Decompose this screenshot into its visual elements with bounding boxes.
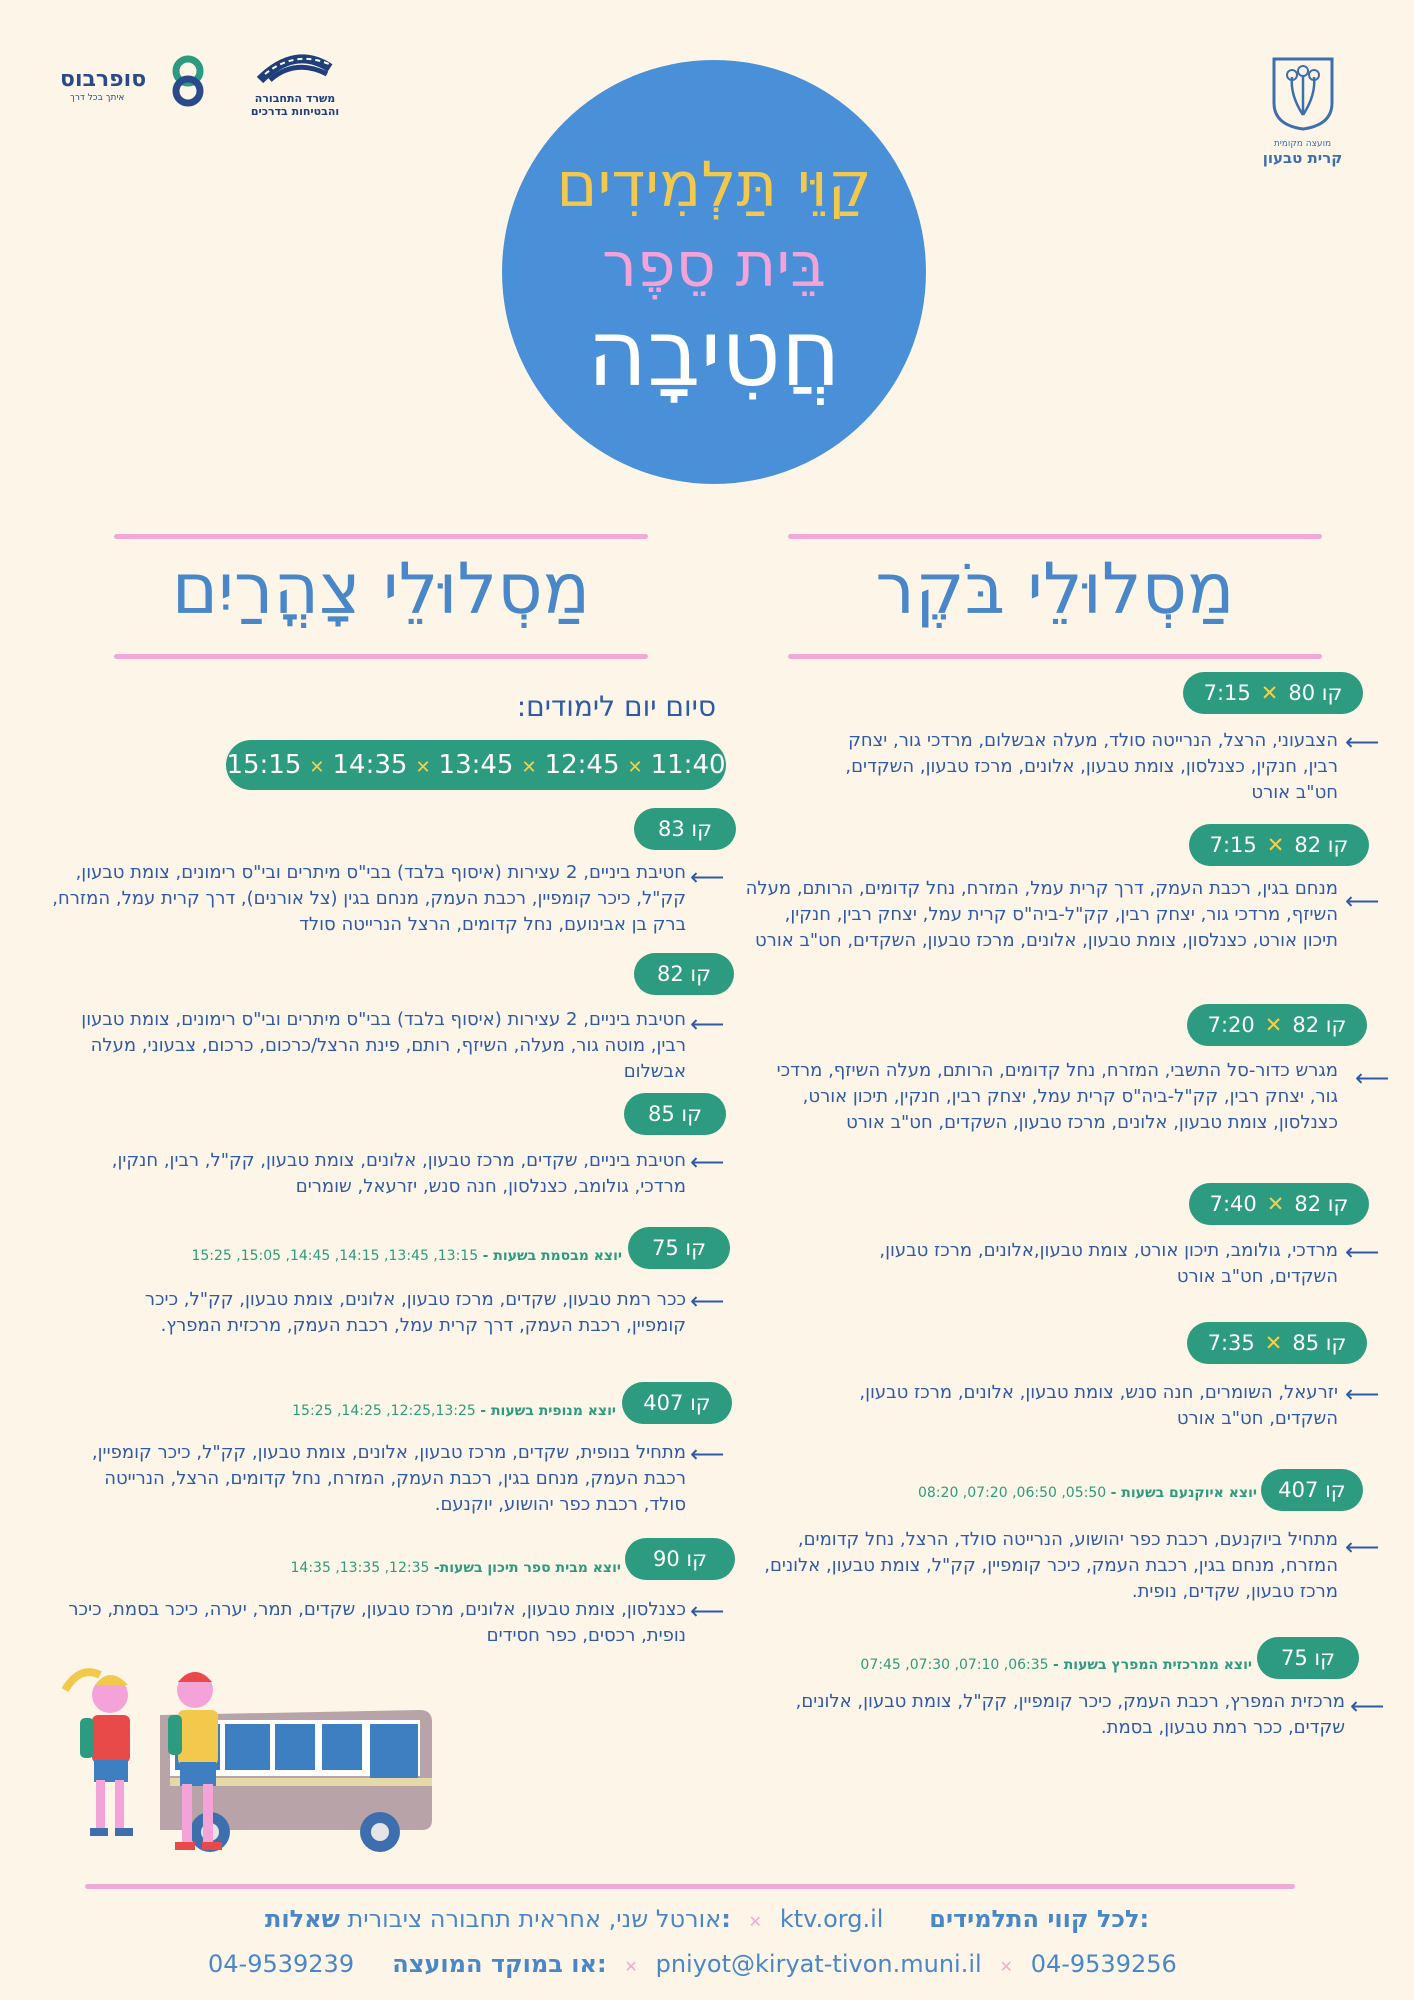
route-arrow-icon: ⟵ [1345,1380,1380,1408]
council-office-phone[interactable]: 04-9539239 [208,1950,355,1978]
afternoon-route-text: חטיבת ביניים, 2 עצירות (איסוף בלבד) בבי"ס מיתרים ובי"ס רימונים, צומת טבעון רבין, מוטה גור, מעלה, השיזף, רותם, פינת הרצל/כרכום, כרכום, צבעוני, מעלה אבשלום [81,1009,686,1082]
superbus-mark-icon [166,55,210,107]
ministry-line1: משרד התחבורה [254,92,336,105]
separator-icon: ✕ [614,1957,648,1976]
morning-top-divider [788,534,1322,539]
footer-divider [85,1884,1295,1889]
hero-line1: קַוֵּי תַּלְמִידִים [556,148,872,221]
morning-route-text: מרדכי, גולומב, תיכון אורט, צומת טבעון,אלונים, מרכז טבעון, השקדים, חט"ב אורט [879,1240,1338,1287]
morning-route-badge: קו 82✕7:15 [1189,824,1369,866]
afternoon-route-badge: קו 83 [634,808,736,850]
hero-line3: חֲטִיבָה [587,300,841,407]
morning-route-badge: קו 82✕7:20 [1187,1004,1367,1046]
route-arrow-icon: ⟵ [1350,1692,1385,1720]
afternoon-route-badge: קו 82 [634,953,734,995]
afternoon-route-hours: יוצא מבית ספר תיכון בשעות- 12:35, 13:35, 14:35 [290,1560,621,1576]
route-arrow-icon: ⟵ [1355,1064,1390,1092]
afternoon-route-hours: יוצא מנופית בשעות - 12:25,13:25, 14:25, 15:25 [292,1403,616,1419]
route-arrow-icon: ⟵ [1345,728,1380,756]
afternoon-route-text: חטיבת ביניים, 2 עצירות (איסוף בלבד) בבי"ס מיתרים ובי"ס רימונים, צומת טבעון, קק"ל, כיכר קומפיין, רכבת העמק, מנחם בגין (צל אורנים), דרך קרית עמל, המזרח, ברק בן אבינועם, נחל קדומים, הרצל הנרייטה סולד [52,862,686,935]
morning-route-hours: יוצא ממרכזית המפרץ בשעות - 06:35, 07:10, 07:30, 07:45 [860,1657,1252,1673]
route-arrow-icon: ⟵ [690,1597,725,1625]
kids-bus-illustration [60,1660,440,1890]
morning-route-hours: יוצא איוקנעם בשעות - 05:50, 06:50, 07:20, 08:20 [918,1485,1257,1501]
superbus-slogan: איתך בכל דרך [70,93,125,103]
end-times-bar: 15:15 ✕ 14:35 ✕ 13:45 ✕ 12:45 ✕ 11:40 [226,740,726,790]
route-arrow-icon: ⟵ [1345,1238,1380,1266]
afternoon-route-badge: קו 85 [624,1093,726,1135]
afternoon-route-badge: קו 90 [625,1538,735,1580]
afternoon-route-text: כצנלסון, צומת טבעון, אלונים, מרכז טבעון, שקדים, תמר, יערה, כיכר בסמת, כיכר נופית, רכסים, כפר חסידים [68,1599,686,1646]
contact-phone[interactable]: 04-9539256 [1030,1950,1177,1978]
ministry-line2: והבטיחות בדרכים [250,105,340,118]
morning-title: מַסְלוּלֵי בֹּקֶר [875,548,1235,630]
contact-name: אורטל שני, אחראית תחבורה ציבורית [347,1905,722,1933]
afternoon-bottom-divider [114,654,648,659]
afternoon-route-badge: קו 407 [622,1382,732,1424]
superbus-logo [60,55,210,115]
afternoon-route-hours: יוצא מבסמת בשעות - 13:15, 13:45, 14:15, 14:45, 15:05, 15:25 [191,1248,622,1264]
route-arrow-icon: ⟵ [1345,1533,1380,1561]
morning-route-text: מנחם בגין, רכבת העמק, דרך קרית עמל, המזרח, נחל קדומים, הרותם, מעלה השיזף, מרדכי גור, יצחק רבין, קק"ל-ביה"ס קרית עמל, יצחק רבין, חנקין, תיכון אורט, כצנלסון, צומת טבעון, אלונים, מרכז טבעון, השקדים, חט"ב אורט [745,878,1338,951]
girl-figure-icon [65,1672,133,1836]
route-arrow-icon: ⟵ [690,863,725,891]
ministry-road-icon [255,50,335,88]
separator-icon: ✕ [738,1912,773,1931]
morning-route-badge: קו 80✕7:15 [1183,672,1363,714]
footer-row-2 [208,1950,1308,1978]
afternoon-route-text: חטיבת ביניים, שקדים, מרכז טבעון, אלונים, צומת טבעון, קק"ל, רבין, חנקין, מרדכי, גולומב, כצנלסון, חנה סנש, יזרעאל, שומרים [111,1150,686,1197]
ministry-logo [240,50,350,120]
morning-route-text: יזרעאל, השומרים, חנה סנש, צומת טבעון, אלונים, מרכז טבעון, השקדים, חט"ב אורט [859,1382,1338,1429]
email-link[interactable]: pniyot@kiryat-tivon.muni.il [655,1950,982,1978]
council-small-label: מועצה מקומית [1273,139,1332,149]
morning-route-badge: קו 82✕7:40 [1189,1183,1369,1225]
morning-route-text: מגרש כדור-סל התשבי, המזרח, נחל קדומים, הרותם, מעלה השיזף, מרדכי גור, יצחק רבין, קק"ל-ביה"ס קרית עמל, יצחק רבין, חנקין, תיכון אורט, כצנלסון, צומת טבעון, אלונים, מרכז טבעון, השקדים, חט"ב אורט [776,1060,1338,1133]
route-arrow-icon: ⟵ [690,1010,725,1038]
afternoon-route-text: מתחיל בנופית, שקדים, מרכז טבעון, אלונים, צומת טבעון, קק"ל, כיכר קומפיין, רכבת העמק, מנחם בגין, רכבת העמק, המזרח, נחל קדומים, הרצל, הנרייטה סולד, רכבת כפר יהושוע, יוקנעם. [91,1442,686,1515]
morning-route-badge: קו 75 [1257,1637,1359,1679]
morning-route-text: מרכזית המפרץ, רכבת העמק, כיכר קומפיין, קק"ל, צומת טבעון, אלונים, שקדים, ככר רמת טבעון, בסמת. [795,1691,1345,1738]
morning-route-text: מתחיל ביוקנעם, רכבת כפר יהושוע, הנרייטה סולד, הרצל, נחל קדומים, המזרח, מנחם בגין, רכבת העמק, כיכר קומפיין, קק"ל, צומת טבעון, אלונים, מרכז טבעון, שקדים, נופית. [764,1529,1338,1602]
superbus-name: סופרבוס [60,67,147,92]
all-lines-label: לכל קווי התלמידים: [929,1905,1150,1933]
morning-route-text: הצבעוני, הרצל, הנרייטה סולד, מעלה אבשלום, מרדכי גור, יצחק רבין, חנקין, כצנלסון, צומת טבעון, אלונים, מרכז טבעון, השקדים, חט"ב אורט [845,730,1338,803]
council-crest-icon [1270,55,1336,131]
website-link[interactable]: ktv.org.il [779,1905,884,1933]
afternoon-top-divider [114,534,648,539]
afternoon-title: מַסְלוּלֵי צָהֳרַיִם [171,548,591,630]
end-of-day-label: סיום יום לימודים: [516,690,716,723]
kiryat-tivon-logo [1255,55,1350,170]
separator-icon: ✕ [989,1957,1024,1976]
hero-circle [502,60,926,484]
afternoon-route-badge: קו 75 [628,1227,730,1269]
footer-row-1 [265,1905,1265,1933]
route-arrow-icon: ⟵ [690,1148,725,1176]
route-arrow-icon: ⟵ [690,1440,725,1468]
route-arrow-icon: ⟵ [690,1287,725,1315]
afternoon-route-text: ככר רמת טבעון, שקדים, מרכז טבעון, אלונים, צומת טבעון, קק"ל, כיכר קומפיין, רכבת העמק, דרך קרית עמל, רכבת העמק, מרכזית המפרץ. [144,1289,686,1336]
morning-bottom-divider [788,654,1322,659]
morning-route-badge: קו 85✕7:35 [1187,1322,1367,1364]
council-name: קרית טבעון [1262,149,1343,167]
route-arrow-icon: ⟵ [1345,887,1380,915]
questions-label: שאלות: [265,1905,731,1933]
hero-line2: בֵּית סֵפֶר [601,228,827,301]
morning-route-badge: קו 407 [1261,1469,1363,1511]
office-label: או במוקד המועצה: [392,1950,607,1978]
